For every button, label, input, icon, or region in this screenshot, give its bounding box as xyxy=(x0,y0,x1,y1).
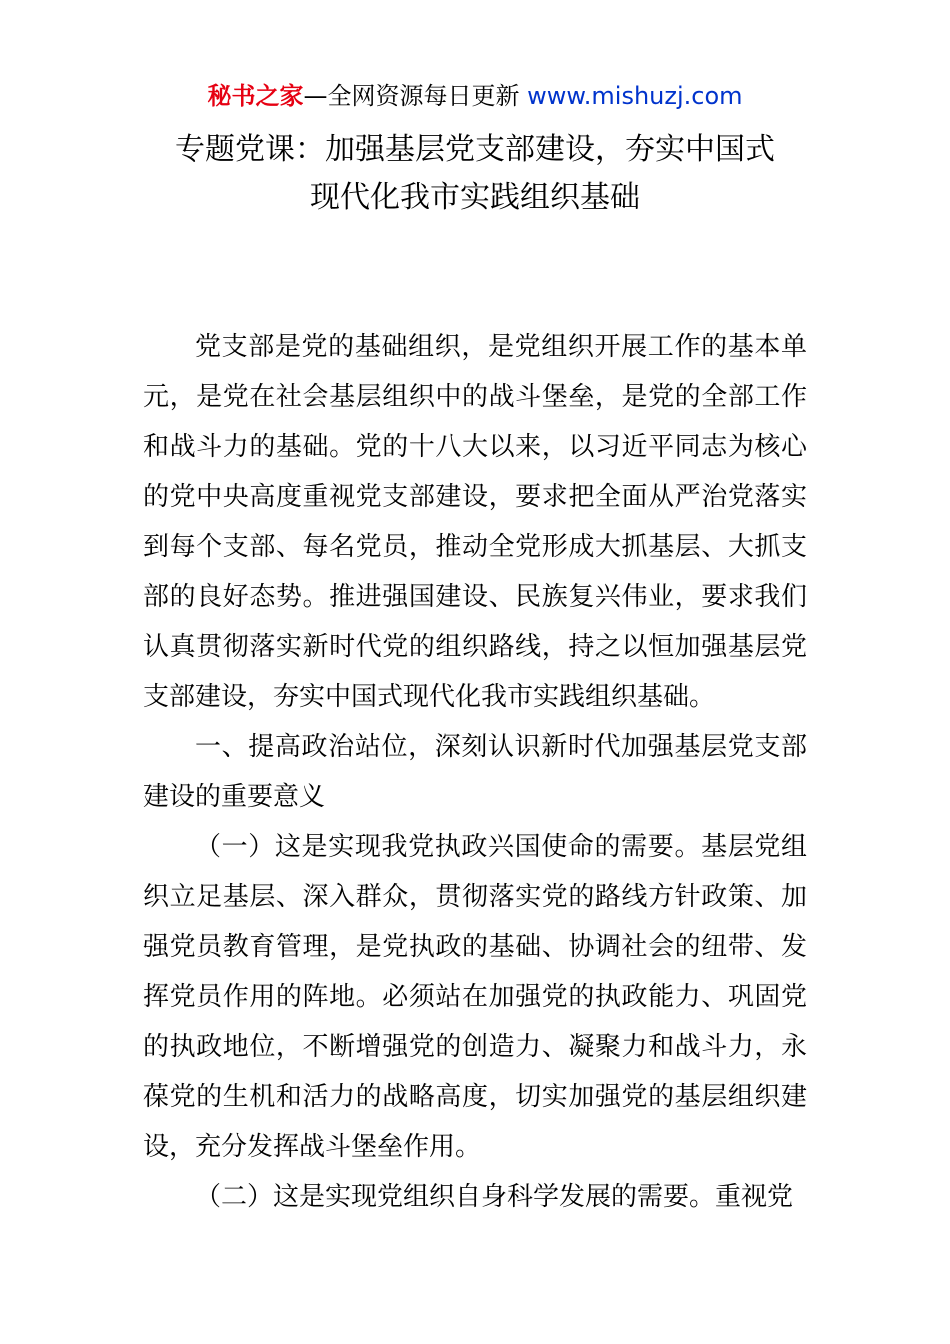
section-heading-1: 一、提高政治站位，深刻认识新时代加强基层党支部建设的重要意义 xyxy=(143,732,807,812)
site-brand: 秘书之家 xyxy=(207,82,304,110)
title-line-1: 专题党课：加强基层党支部建设，夯实中国式 xyxy=(175,132,775,167)
subsection-paragraph-1: （一）这是实现我党执政兴国使命的需要。基层党组织立足基层、深入群众，贯彻落实党的路线方针政策、加强党员教育管理，是党执政的基础、协调社会的纽带、发挥党员作用的阵地。必须站在加强党的执政能力、巩固党的执政地位，不断增强党的创造力、凝聚力和战斗力，永葆党的生机和活力的战略高度，切实加强党的基层组织建设，充分发挥战斗堡垒作用。 xyxy=(143,832,807,1162)
document-body xyxy=(143,322,807,1222)
site-header xyxy=(0,82,950,110)
document-title xyxy=(0,126,950,222)
intro-paragraph: 党支部是党的基础组织，是党组织开展工作的基本单元，是党在社会基层组织中的战斗堡垒，是党的全部工作和战斗力的基础。党的十八大以来，以习近平同志为核心的党中央高度重视党支部建设，要求把全面从严治党落实到每个支部、每名党员，推动全党形成大抓基层、大抓支部的良好态势。推进强国建设、民族复兴伟业，要求我们认真贯彻落实新时代党的组织路线，持之以恒加强基层党支部建设，夯实中国式现代化我市实践组织基础。 xyxy=(143,332,807,712)
subsection-paragraph-2: （二）这是实现党组织自身科学发展的需要。重视党 xyxy=(195,1182,794,1212)
site-url-link[interactable]: www.mishuzj.com xyxy=(527,82,743,110)
title-line-2: 现代化我市实践组织基础 xyxy=(310,180,640,215)
site-slogan: —全网资源每日更新 xyxy=(303,82,528,110)
